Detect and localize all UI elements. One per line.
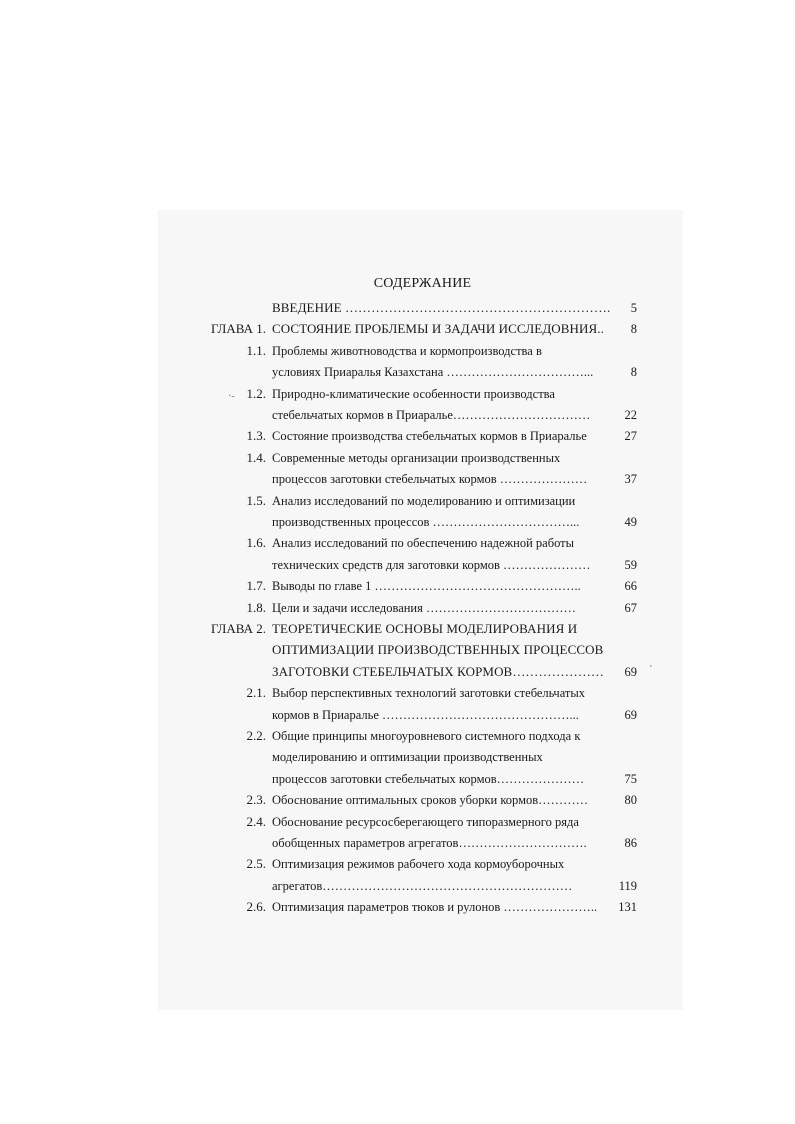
toc-entry-text: стебельчатых кормов в Приаралье…………………………… bbox=[272, 408, 591, 422]
toc-entry-text: производственных процессов ……………………………... bbox=[272, 515, 580, 529]
toc-entry-text: Оптимизация параметров тюков и рулонов ………………….. bbox=[272, 900, 598, 915]
toc-page-number: 75 bbox=[624, 771, 637, 786]
toc-page-number: 67 bbox=[624, 600, 637, 615]
toc-entry-number: 1.2. bbox=[246, 385, 266, 401]
toc-page-number: 22 bbox=[624, 408, 637, 422]
toc-page-number: 66 bbox=[624, 579, 637, 594]
toc-entry-text: ЗАГОТОВКИ СТЕБЕЛЬЧАТЫХ КОРМОВ………………… bbox=[272, 663, 605, 679]
toc-entry-text: Современные методы организации производственных bbox=[272, 450, 561, 465]
scan-speck: ·- bbox=[228, 391, 235, 402]
toc-entry-text: Природно-климатические особенности производства bbox=[272, 386, 555, 401]
toc-page-number: 69 bbox=[624, 707, 637, 722]
toc-entry-text: Общие принципы многоуровневого системного подхода к bbox=[272, 729, 581, 743]
toc-page-number: 8 bbox=[630, 365, 637, 380]
page-title: СОДЕРЖАНИЕ bbox=[373, 276, 472, 291]
toc-page-number: 119 bbox=[618, 878, 637, 893]
toc-entry-number: 2.6. bbox=[246, 899, 266, 915]
scan-speck: ' bbox=[650, 664, 652, 675]
toc-entry-text: процессов заготовки стебельчатых кормов………………… bbox=[272, 771, 585, 786]
toc-entry-text: ТЕОРЕТИЧЕСКИЕ ОСНОВЫ МОДЕЛИРОВАНИЯ И bbox=[272, 621, 578, 636]
toc-entry-number: 1.8. bbox=[246, 599, 266, 615]
toc-entry-text: технических средств для заготовки кормов ………………… bbox=[272, 557, 591, 572]
toc-entry-text: Обоснование ресурсосберегающего типоразмерного ряда bbox=[272, 814, 579, 829]
toc-entry-text: Обоснование оптимальных сроков уборки кормов………… bbox=[272, 793, 589, 808]
toc-page-number: 59 bbox=[624, 557, 637, 572]
toc-entry-text: Выводы по главе 1 ………………………………………….. bbox=[272, 579, 581, 594]
toc-entry-number: 2.4. bbox=[246, 813, 266, 829]
toc-page-number: 80 bbox=[624, 793, 637, 808]
toc-entry-text: Выбор перспективных технологий заготовки стебельчатых bbox=[272, 686, 586, 701]
toc-page-number: 27 bbox=[624, 429, 637, 444]
toc-entry-text: Цели и задачи исследования ……………………………… bbox=[272, 600, 576, 615]
toc-entry-text: процессов заготовки стебельчатых кормов ………………… bbox=[272, 472, 588, 487]
toc-entry-text: ОПТИМИЗАЦИИ ПРОИЗВОДСТВЕННЫХ ПРОЦЕССОВ bbox=[272, 642, 604, 658]
toc-entry-text: СОСТОЯНИЕ ПРОБЛЕМЫ И ЗАДАЧИ ИССЛЕДОВНИЯ.. bbox=[272, 321, 605, 337]
toc-entry-text: моделированию и оптимизации производственных bbox=[272, 750, 543, 765]
toc-page-number: 5 bbox=[630, 301, 637, 315]
toc-page-number: 131 bbox=[618, 900, 637, 915]
toc-entry-text: обобщенных параметров агрегатов…………………………. bbox=[272, 836, 587, 850]
toc-entry-number: 1.6. bbox=[246, 535, 266, 551]
toc-entry-text: Анализ исследований по моделированию и оптимизации bbox=[272, 493, 576, 508]
toc-entry-number: 1.4. bbox=[246, 449, 266, 465]
toc-entry-number: ГЛАВА 2. bbox=[211, 621, 266, 636]
toc-entry-number: 2.2. bbox=[246, 728, 266, 743]
toc-entry-text: условиях Приаралья Казахстана ……………………………... bbox=[272, 365, 594, 380]
toc-entry-number: 1.3. bbox=[246, 428, 266, 444]
toc-page-number: 69 bbox=[624, 664, 637, 679]
toc-entry-text: Проблемы животноводства и кормопроизводства в bbox=[272, 343, 542, 358]
toc-page-number: 49 bbox=[624, 515, 637, 529]
toc-entry-number: 2.5. bbox=[246, 856, 266, 872]
toc-entry-text: агрегатов…………………………………………………… bbox=[272, 878, 573, 893]
toc-entry-number: 2.3. bbox=[246, 792, 266, 808]
toc-entry-number: 2.1. bbox=[246, 685, 266, 701]
toc-entry-text: Анализ исследований по обеспечению надежной работы bbox=[272, 536, 575, 551]
toc-entry-number: 1.7. bbox=[246, 578, 266, 594]
toc-page-number: 86 bbox=[624, 836, 637, 850]
toc-entry-number: ГЛАВА 1. bbox=[211, 321, 266, 337]
toc-entry-number: 1.1. bbox=[246, 342, 266, 358]
toc-entry-number: 1.5. bbox=[246, 492, 266, 508]
toc-entry-text: кормов в Приаралье ………………………………………... bbox=[272, 707, 579, 722]
toc-entry-text: ВВЕДЕНИЕ ……………………………………………………. bbox=[272, 300, 611, 315]
toc-page-number: 37 bbox=[624, 472, 637, 487]
toc-page-number: 8 bbox=[630, 322, 637, 337]
toc-entry-text: Оптимизация режимов рабочего хода кормоуборочных bbox=[272, 857, 565, 872]
toc-entry-text: Состояние производства стебельчатых кормов в Приаралье bbox=[272, 429, 587, 444]
